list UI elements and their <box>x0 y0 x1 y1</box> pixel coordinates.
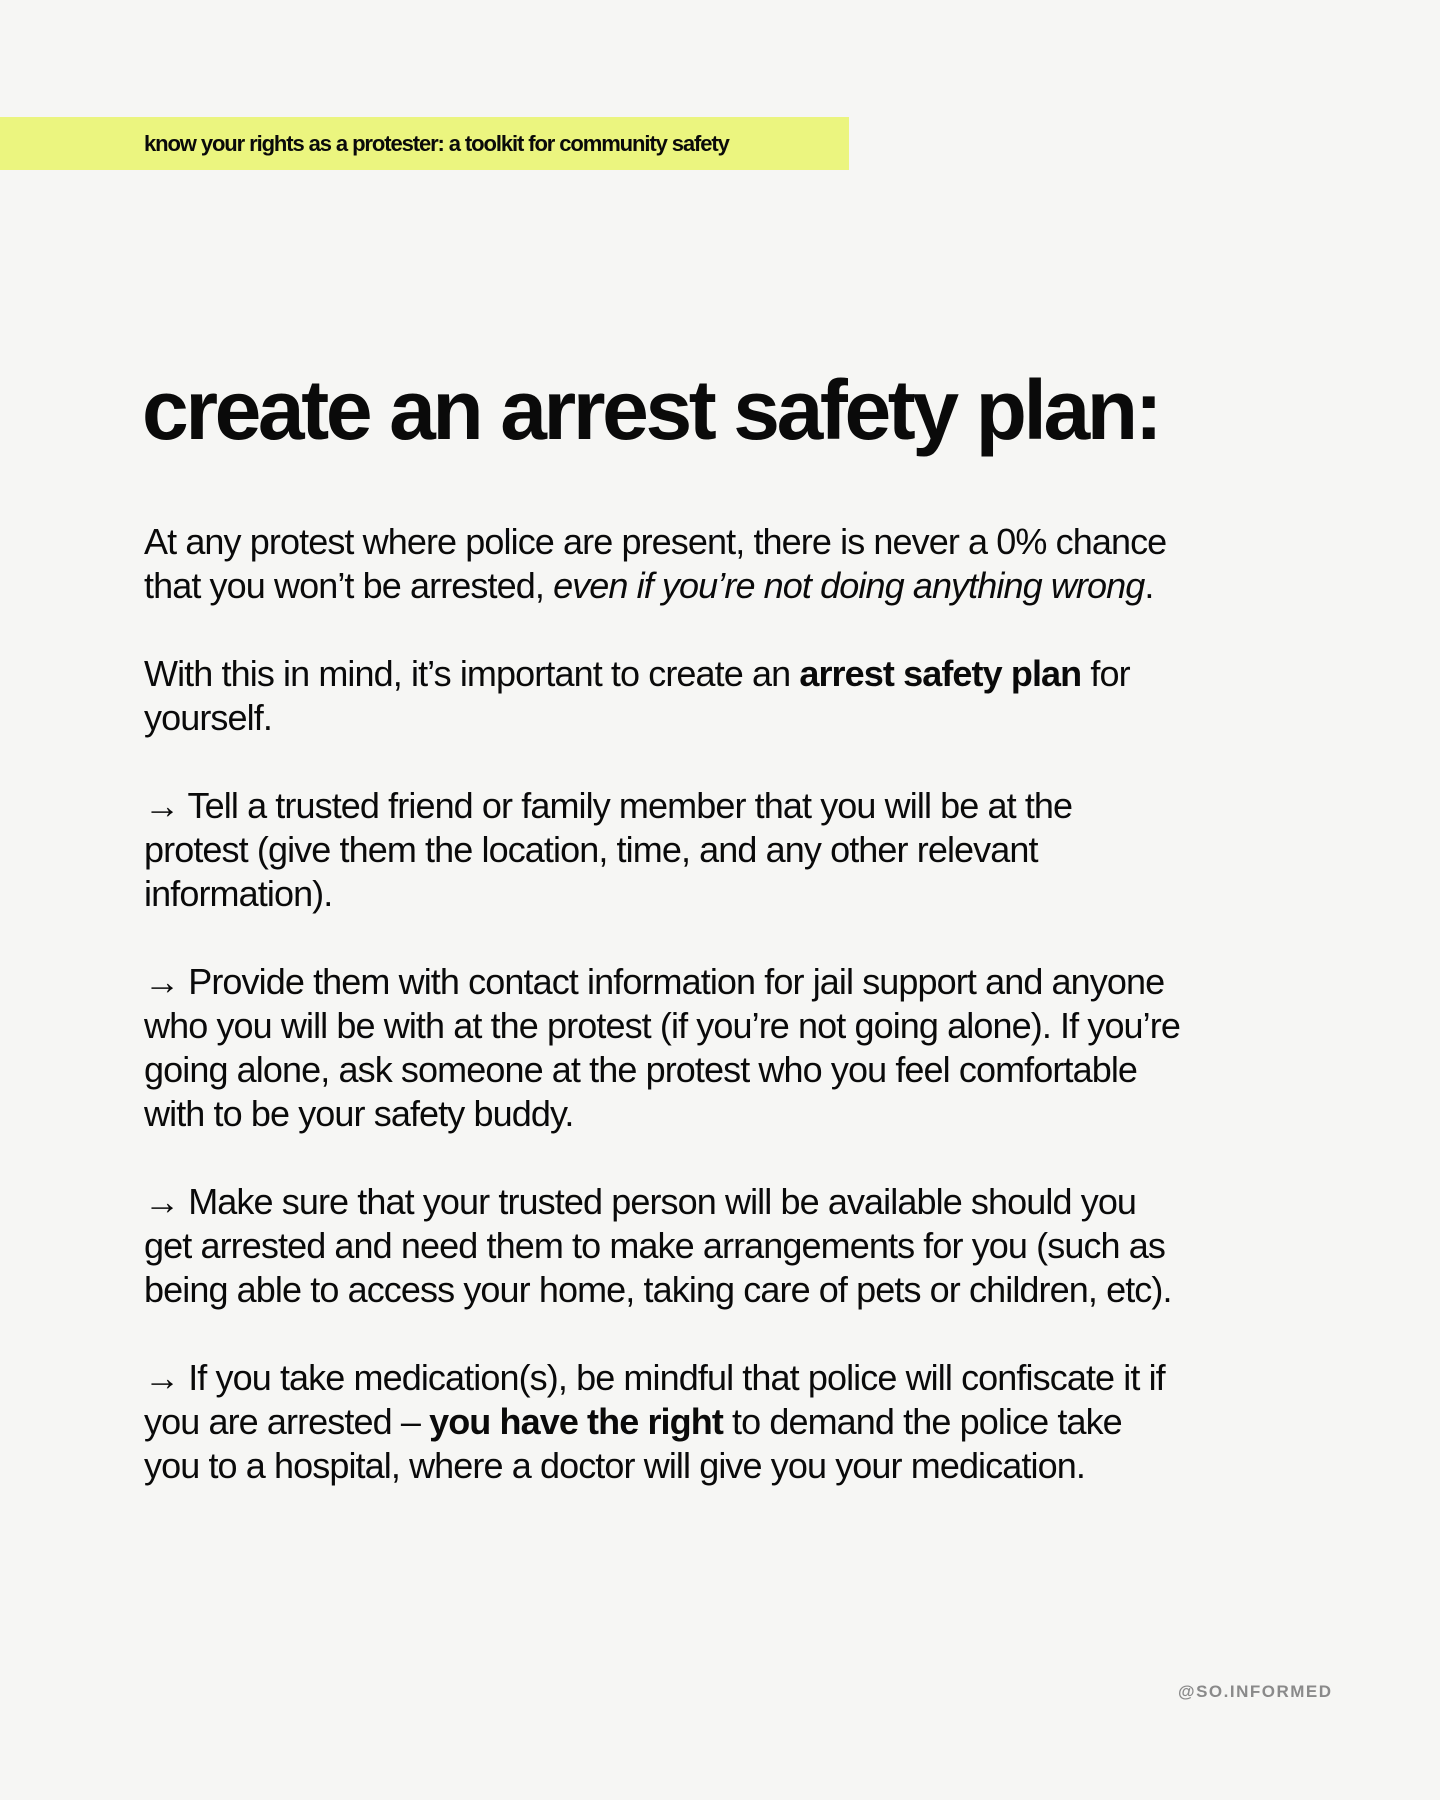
text-line <box>144 564 1344 608</box>
text-run: who you will be with at the protest (if you’re not going alone). If you’re <box>144 1005 1180 1046</box>
paragraph <box>144 652 1344 740</box>
paragraph <box>144 784 1344 916</box>
text-line <box>144 1180 1344 1224</box>
text-line <box>144 520 1344 564</box>
text-line <box>144 872 1344 916</box>
bold-text: arrest safety plan <box>799 653 1082 694</box>
text-run: . <box>1144 565 1154 606</box>
text-run: → Provide them with contact information for jail support and anyone <box>144 961 1165 1002</box>
text-line <box>144 828 1344 872</box>
text-run: going alone, ask someone at the protest who you feel comfortable <box>144 1049 1138 1090</box>
text-run: you to a hospital, where a doctor will give you your medication. <box>144 1445 1085 1486</box>
text-run: → If you take medication(s), be mindful that police will confiscate it if <box>144 1357 1165 1398</box>
text-run: for <box>1081 653 1130 694</box>
text-run: yourself. <box>144 697 272 738</box>
text-run: protest (give them the location, time, and any other relevant <box>144 829 1038 870</box>
text-run: With this in mind, it’s important to create an <box>144 653 800 694</box>
paragraph <box>144 520 1344 608</box>
banner-text: know your rights as a protester: a toolkit for community safety <box>144 131 729 156</box>
text-line <box>144 960 1344 1004</box>
text-line <box>144 1004 1344 1048</box>
paragraph <box>144 1180 1344 1312</box>
paragraph <box>144 960 1344 1136</box>
text-run: to demand the police take <box>722 1401 1122 1442</box>
text-run: with to be your safety buddy. <box>144 1093 574 1134</box>
text-run: get arrested and need them to make arrangements for you (such as <box>144 1225 1165 1266</box>
text-line <box>144 784 1344 828</box>
text-run: information). <box>144 873 333 914</box>
bold-text: you have the right <box>429 1401 723 1442</box>
italic-text: even if you’re not doing anything wrong <box>553 565 1145 606</box>
text-line <box>144 1268 1344 1312</box>
author-handle: @SO.INFORMED <box>1178 1682 1333 1701</box>
text-run: you are arrested – <box>144 1401 430 1442</box>
page-title: create an arrest safety plan: <box>142 363 1160 457</box>
text-line <box>144 1048 1344 1092</box>
text-line <box>144 696 1344 740</box>
series-banner <box>0 117 849 170</box>
body-text <box>144 520 1344 1532</box>
text-run: being able to access your home, taking care of pets or children, etc). <box>144 1269 1172 1310</box>
text-line <box>144 652 1344 696</box>
text-run: → Make sure that your trusted person will be available should you <box>144 1181 1137 1222</box>
text-line <box>144 1356 1344 1400</box>
paragraph <box>144 1356 1344 1488</box>
text-run: → Tell a trusted friend or family member that you will be at the <box>144 785 1073 826</box>
text-line <box>144 1092 1344 1136</box>
text-line <box>144 1444 1344 1488</box>
text-run: At any protest where police are present, there is never a 0% chance <box>144 521 1167 562</box>
text-line <box>144 1400 1344 1444</box>
text-run: that you won’t be arrested, <box>144 565 554 606</box>
text-line <box>144 1224 1344 1268</box>
